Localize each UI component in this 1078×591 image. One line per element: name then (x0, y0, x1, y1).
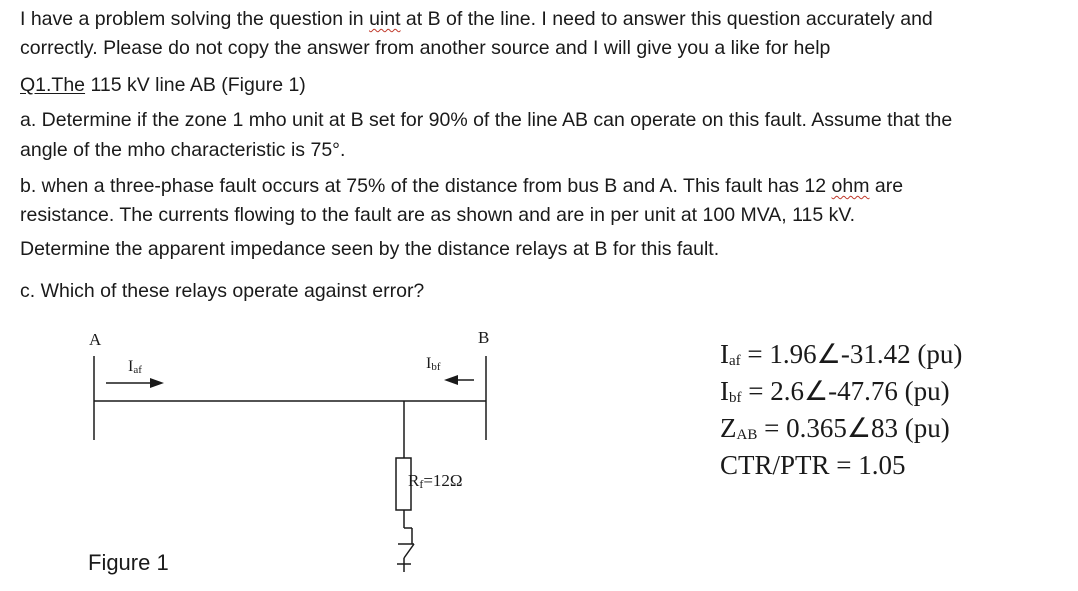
part-c-line-1: c. Which of these relays operate against error? (20, 280, 425, 302)
fault-resistor-label: Rf=12Ω (408, 471, 463, 491)
q1-heading (20, 73, 306, 97)
iaf-label: Iaf (128, 358, 142, 376)
part-b-line-3: Determine the apparent impedance seen by the distance relays at B for this fault. (20, 238, 720, 260)
eq-iaf: Iaf = 1.96∠-31.42 (pu) (720, 339, 963, 369)
q1-prefix: Q1.The (20, 74, 86, 96)
part-b-line-1 (20, 174, 903, 198)
iaf-arrowhead (150, 378, 164, 388)
ground-icon (397, 544, 414, 572)
figure-caption: Figure 1 (88, 550, 169, 575)
part-a-line-1: a. Determine if the zone 1 mho unit at B set for 90% of the line AB can operate on this fault. Assume that the (20, 109, 953, 131)
intro-line-1-pre: I have a problem solving the question in (20, 8, 370, 30)
bus-b-label: B (478, 328, 490, 347)
bus-a-label: A (89, 330, 102, 349)
misspelled-word-ohm[interactable]: ohm (831, 175, 870, 197)
misspelled-word-uint[interactable]: uint (369, 8, 401, 30)
q1-rest: 115 kV line AB (Figure 1) (85, 74, 306, 96)
eq-zab: ZAB = 0.365∠83 (pu) (720, 413, 950, 443)
intro-line-1-post: at B of the line. I need to answer this question accurately and (400, 8, 933, 30)
eq-ctr-ptr: CTR/PTR = 1.05 (720, 450, 906, 480)
part-b-line-2: resistance. The currents flowing to the fault are as shown and are in per unit at 100 MVA, 115 kV. (20, 204, 856, 226)
intro-line-2: correctly. Please do not copy the answer from another source and I will give you a like for help (20, 37, 831, 59)
eq-ibf: Ibf = 2.6∠-47.76 (pu) (720, 376, 950, 406)
ibf-arrowhead (444, 375, 458, 385)
given-values (720, 338, 962, 486)
part-b-line-1-post: are (869, 175, 904, 197)
part-b-line-1-pre: b. when a three-phase fault occurs at 75% of the distance from bus B and A. This fault has 12 (20, 175, 832, 197)
part-a-line-2: angle of the mho characteristic is 75°. (20, 139, 346, 161)
ibf-label: Ibf (426, 355, 441, 373)
intro-line-1 (20, 7, 933, 31)
